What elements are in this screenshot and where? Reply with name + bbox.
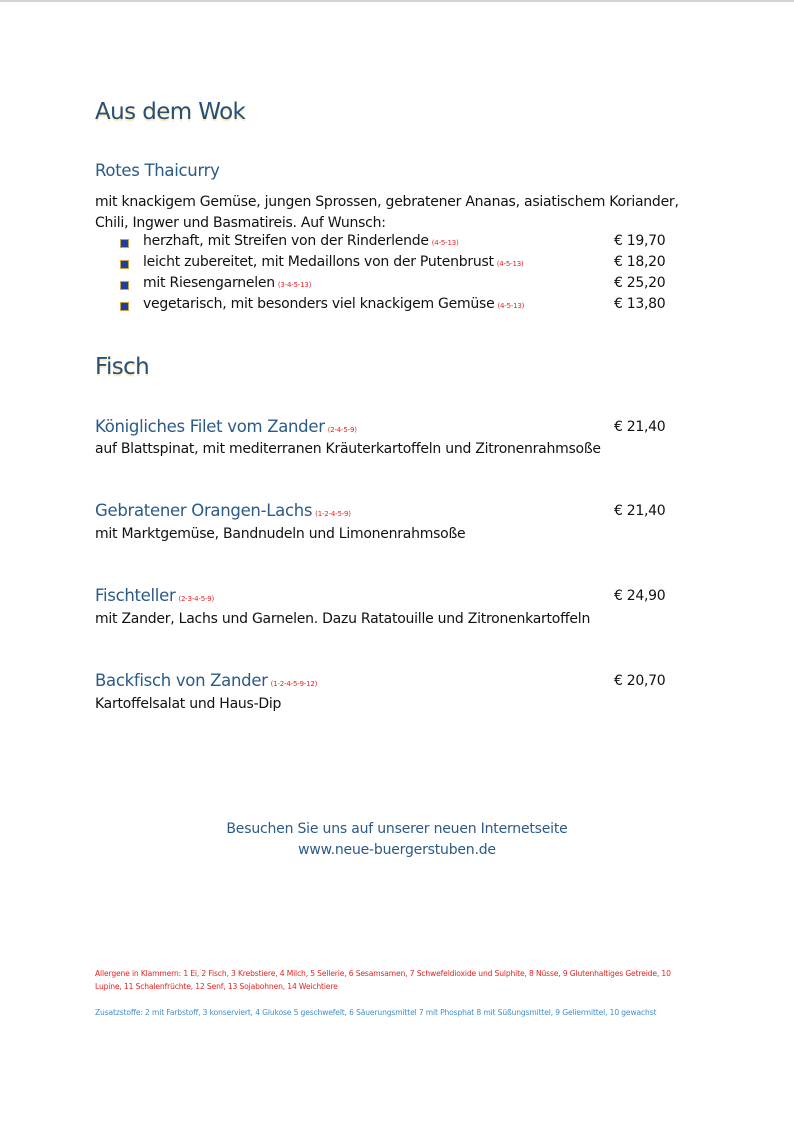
description-line-2: Chili, Ingwer und Basmatireis. Auf Wunsch:: [95, 215, 386, 231]
section-title-wok: Aus dem Wok: [95, 99, 246, 125]
option-row: [120, 296, 680, 317]
dish-title-thaicurry: Rotes Thaicurry: [95, 161, 220, 180]
square-bullet-icon: [120, 260, 129, 269]
option-price: € 25,20: [614, 275, 666, 291]
allergen-codes: (2-4-5-9): [327, 426, 357, 434]
option-row: [120, 254, 680, 275]
dish-price: € 21,40: [614, 419, 666, 435]
option-price: € 18,20: [614, 254, 666, 270]
dish-price: € 21,40: [614, 503, 666, 519]
section-title-fisch: Fisch: [95, 354, 150, 380]
allergen-codes: (3-4-5-13): [277, 281, 312, 289]
option-label: leicht zubereitet, mit Medaillons von der Putenbrust (4-5-13): [143, 254, 524, 270]
square-bullet-icon: [120, 281, 129, 290]
dish-description: mit Zander, Lachs und Garnelen. Dazu Ratatouille und Zitronenkartoffeln: [95, 611, 591, 627]
option-row: [120, 275, 680, 296]
allergen-codes: (4-5-13): [431, 239, 459, 247]
dish-title: Königliches Filet vom Zander (2-4-5-9): [95, 417, 357, 436]
allergen-codes: (4-5-13): [497, 302, 525, 310]
square-bullet-icon: [120, 239, 129, 248]
dish-title: Fischteller (2-3-4-5-9): [95, 586, 215, 605]
option-label: herzhaft, mit Streifen von der Rinderlende (4-5-13): [143, 233, 459, 249]
dish-title: Gebratener Orangen-Lachs (1-2-4-5-9): [95, 501, 351, 520]
dish-description: Kartoffelsalat und Haus-Dip: [95, 696, 282, 712]
website-promo-text: Besuchen Sie uns auf unserer neuen Internetseite: [226, 821, 568, 837]
square-bullet-icon: [120, 302, 129, 311]
dish-description: auf Blattspinat, mit mediterranen Kräuterkartoffeln und Zitronenrahmsoße: [95, 441, 601, 457]
dish-title: Backfisch von Zander (1-2-4-5-9-12): [95, 671, 318, 690]
option-label: vegetarisch, mit besonders viel knackigem Gemüse (4-5-13): [143, 296, 525, 312]
dish-description: mit Marktgemüse, Bandnudeln und Limonenrahmsoße: [95, 526, 466, 542]
option-label: mit Riesengarnelen (3-4-5-13): [143, 275, 312, 291]
dish-price: € 24,90: [614, 588, 666, 604]
allergens-note: Allergene in Klammern: 1 Ei, 2 Fisch, 3 Krebstiere, 4 Milch, 5 Sellerie, 6 Sesamsamen, 7 Schwefeldioxide und Sulphite, 8 Nüsse, 9 Glutenhaltiges Getreide, 10 Lupine, 11 Schalenfrüchte, 12 Senf, 13 Sojabohnen, 14 Weichtiere: [95, 969, 671, 991]
allergen-codes: (2-3-4-5-9): [178, 595, 215, 603]
additives-note: Zusatzstoffe: 2 mit Farbstoff, 3 konserviert, 4 Glukose 5 geschwefelt, 6 Säuerungsmittel 7 mit Phosphat 8 mit Süßungsmittel, 9 Geliermittel, 10 gewachst: [95, 1008, 657, 1017]
allergen-codes: (1-2-4-5-9-12): [270, 680, 318, 688]
allergen-codes: (1-2-4-5-9): [315, 510, 351, 518]
website-link[interactable]: www.neue-buergerstuben.de: [298, 842, 496, 858]
dish-price: € 20,70: [614, 673, 666, 689]
page-top-border: [0, 0, 794, 2]
option-price: € 13,80: [614, 296, 666, 312]
allergen-codes: (4-5-13): [496, 260, 524, 268]
description-line-1: mit knackigem Gemüse, jungen Sprossen, gebratener Ananas, asiatischem Koriander,: [95, 194, 679, 210]
dish-description-thaicurry: [95, 192, 679, 234]
option-row: [120, 233, 680, 254]
option-price: € 19,70: [614, 233, 666, 249]
